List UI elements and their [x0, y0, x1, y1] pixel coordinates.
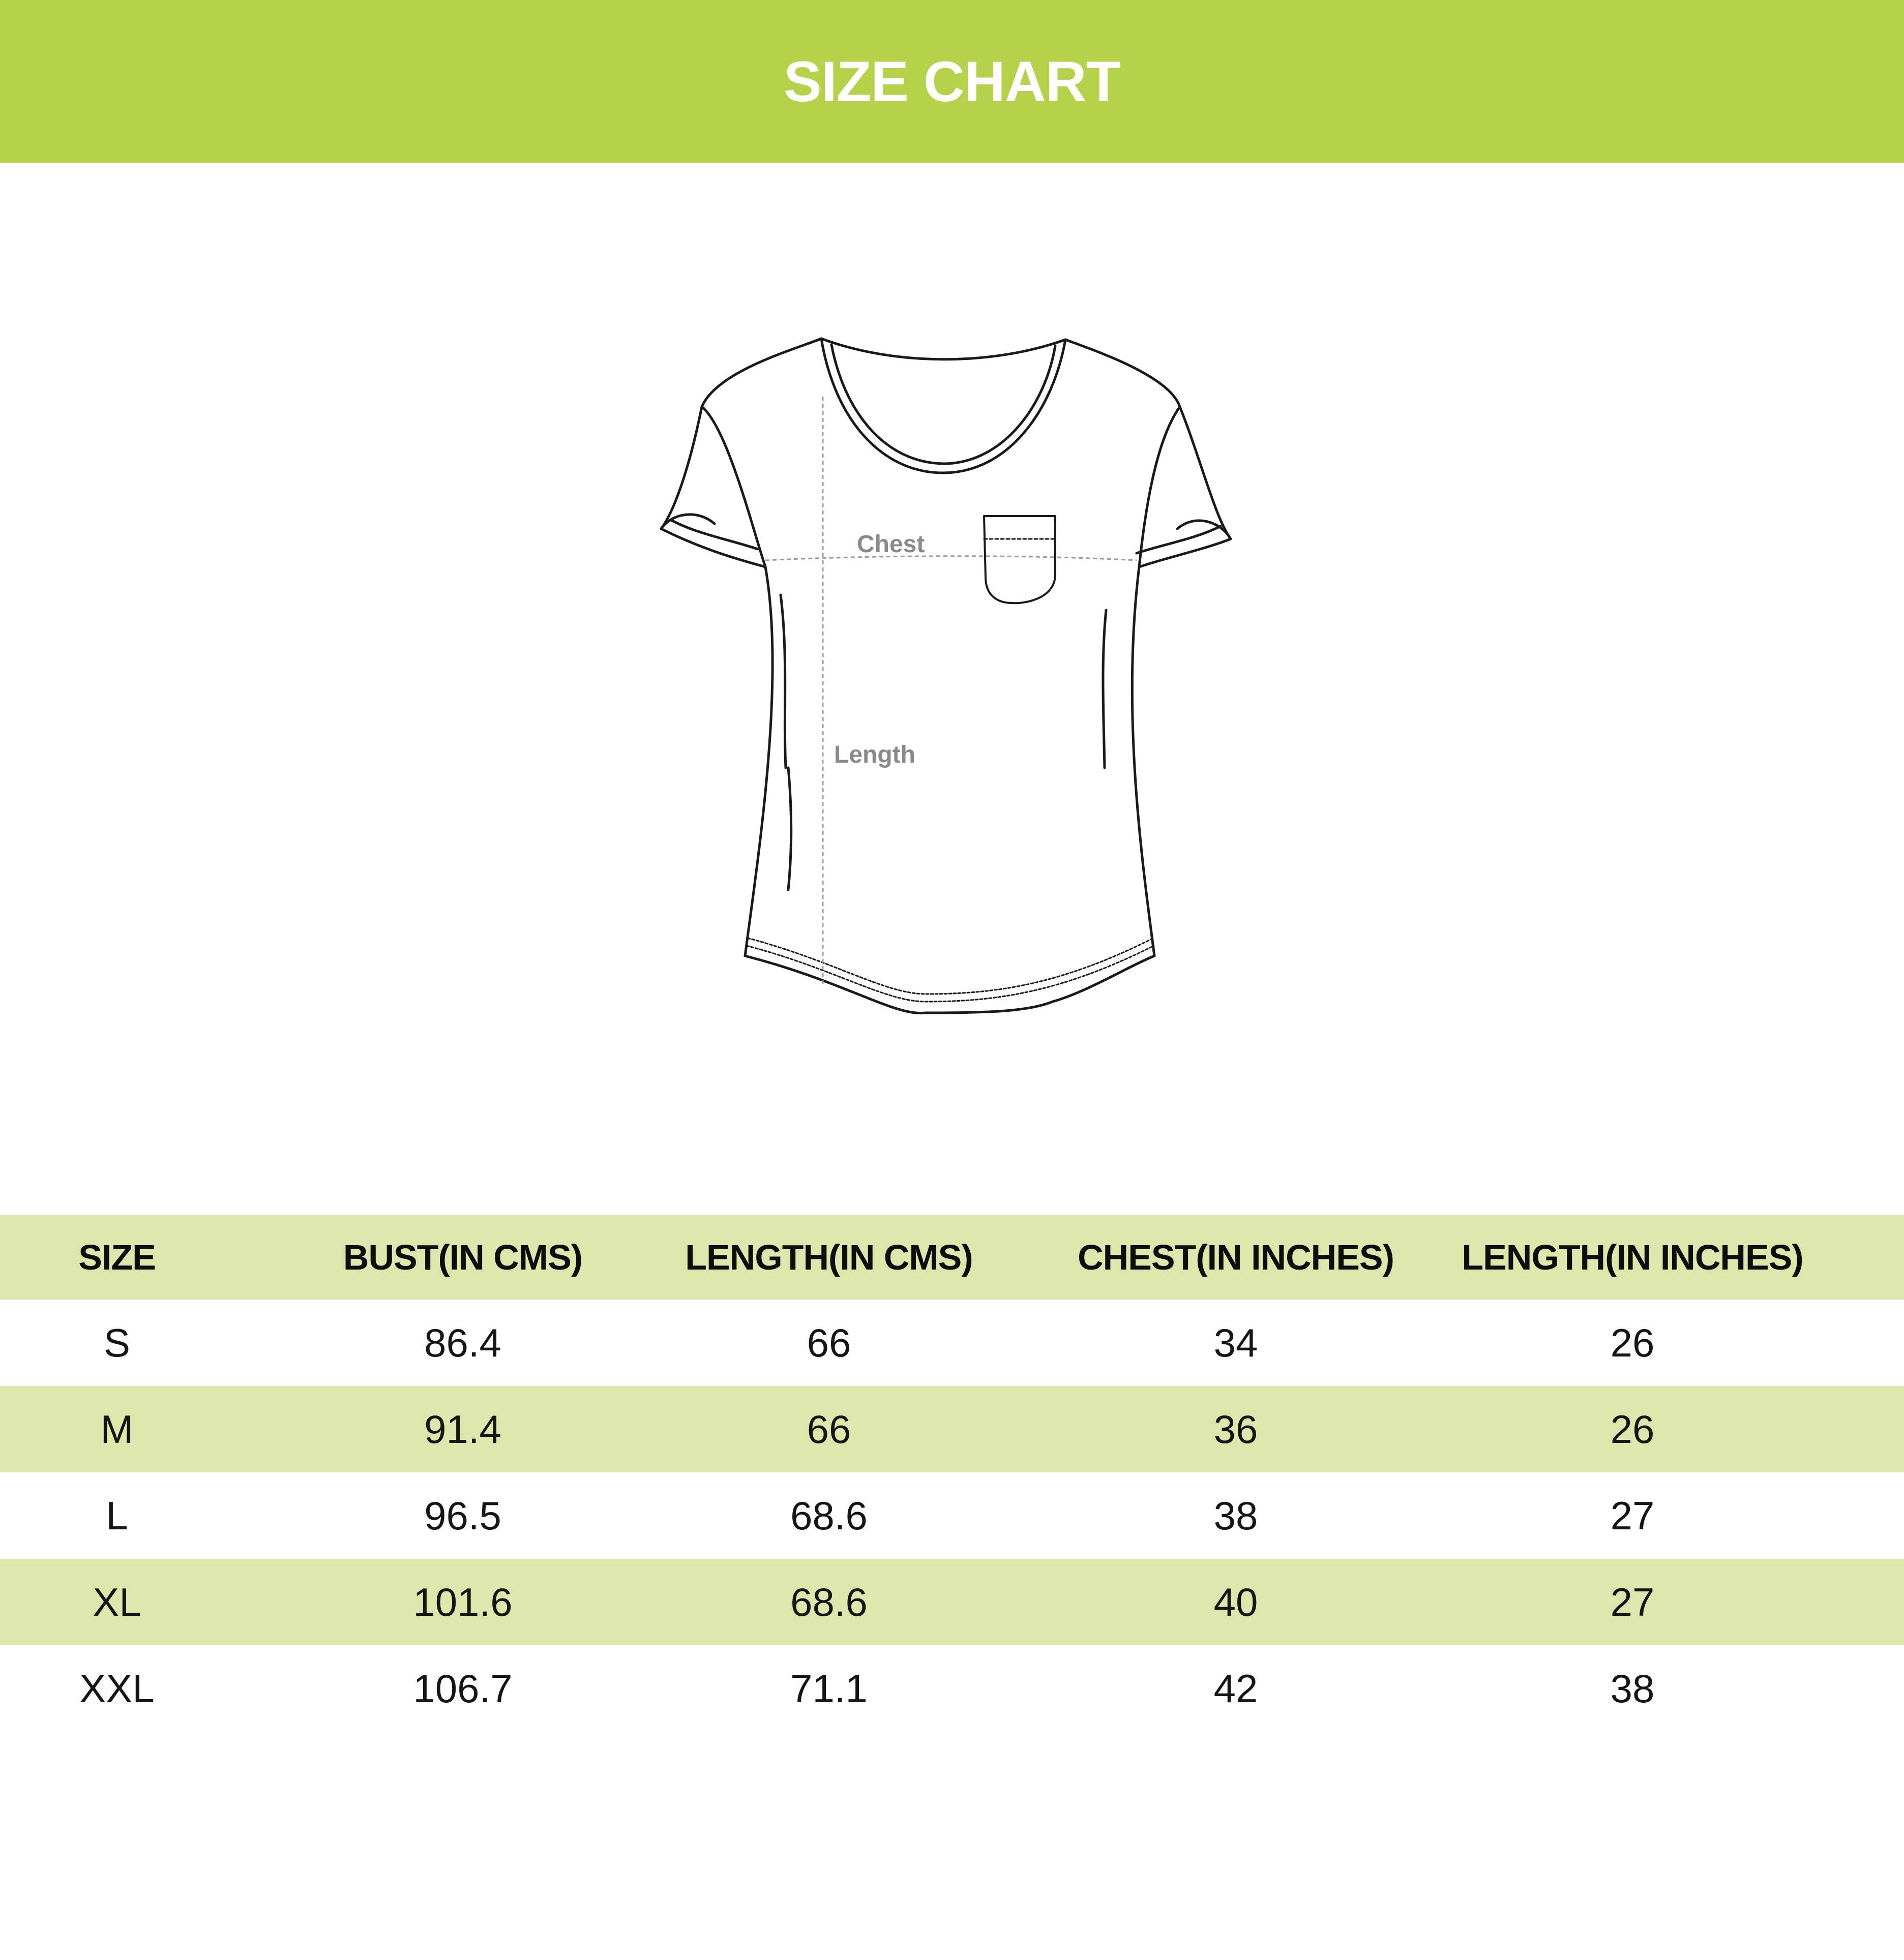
cell-bust-cms: 91.4	[424, 1406, 501, 1452]
cell-chest-inches: 42	[1213, 1666, 1258, 1711]
cell-length-inches: 26	[1610, 1320, 1655, 1365]
cell-length-inches: 38	[1610, 1666, 1655, 1711]
cell-bust-cms: 96.5	[424, 1493, 501, 1538]
tshirt-diagram	[641, 325, 1251, 1022]
column-header-bust-cms: BUST(IN CMS)	[343, 1238, 583, 1277]
tshirt-illustration	[641, 325, 1251, 1022]
table-row	[0, 1472, 1904, 1559]
tshirt-outline	[661, 339, 1231, 1013]
page-title: SIZE CHART	[784, 49, 1120, 113]
cell-chest-inches: 38	[1213, 1493, 1258, 1538]
neckline-inner	[831, 345, 1055, 464]
column-header-chest-inches: CHEST(IN INCHES)	[1078, 1238, 1394, 1277]
cell-length-inches: 27	[1610, 1493, 1655, 1538]
cell-size: S	[103, 1320, 131, 1365]
cell-length-cms: 66	[807, 1406, 851, 1452]
table-row	[0, 1386, 1904, 1472]
column-header-length-cms: LENGTH(IN CMS)	[685, 1238, 973, 1277]
table-row	[0, 1645, 1904, 1732]
cell-size: XL	[93, 1579, 141, 1624]
cell-chest-inches: 36	[1213, 1406, 1258, 1452]
column-header-size: SIZE	[78, 1238, 156, 1277]
cell-chest-inches: 34	[1213, 1320, 1258, 1365]
cell-length-cms: 68.6	[790, 1579, 868, 1624]
table-header-row	[0, 1215, 1904, 1300]
cell-length-cms: 71.1	[790, 1666, 868, 1711]
pocket	[984, 516, 1055, 603]
length-label: Length	[834, 741, 915, 768]
chest-measure-line	[765, 556, 1137, 560]
cell-size: XXL	[79, 1666, 155, 1711]
cell-length-inches: 26	[1610, 1406, 1655, 1452]
cell-bust-cms: 101.6	[413, 1579, 513, 1624]
header-banner	[0, 0, 1904, 163]
cell-length-cms: 68.6	[790, 1493, 868, 1538]
cell-chest-inches: 40	[1213, 1579, 1258, 1624]
table-row	[0, 1559, 1904, 1645]
cell-bust-cms: 106.7	[413, 1666, 513, 1711]
collar-top	[821, 339, 1065, 359]
right-sleeve-cuff	[1137, 521, 1231, 553]
left-sleeve-cuff	[661, 515, 758, 549]
cell-length-inches: 27	[1610, 1579, 1655, 1624]
cell-length-cms: 66	[807, 1320, 851, 1365]
table-row	[0, 1300, 1904, 1386]
cell-bust-cms: 86.4	[424, 1320, 501, 1365]
fold-left	[781, 595, 791, 890]
size-table	[0, 1215, 1904, 1732]
fold-right	[1103, 610, 1106, 768]
column-header-length-inches: LENGTH(IN INCHES)	[1462, 1238, 1803, 1277]
cell-size: L	[106, 1493, 128, 1538]
chest-label: Chest	[857, 531, 925, 558]
cell-size: M	[100, 1406, 134, 1452]
